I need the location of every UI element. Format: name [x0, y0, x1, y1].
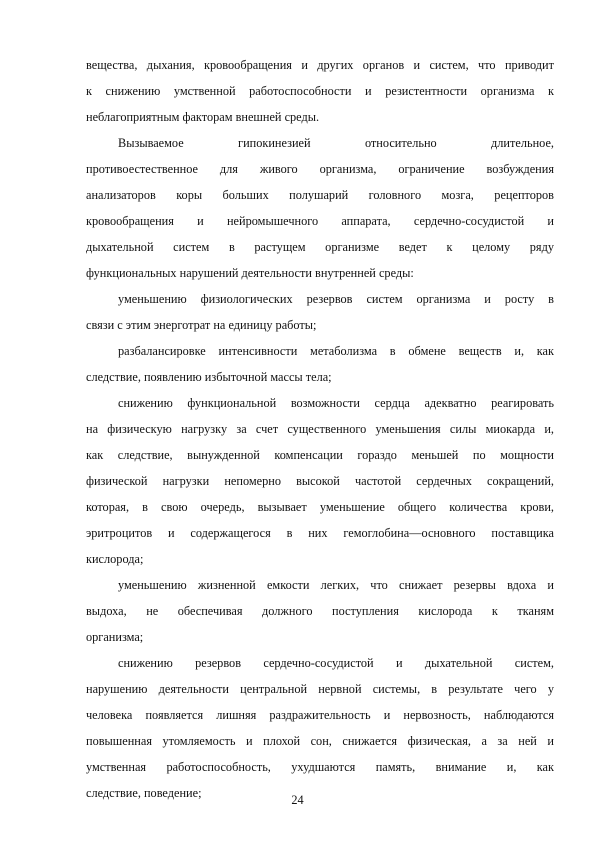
text-line: эритроцитов и содержащегося в них гемоглобина—основного поставщика	[86, 526, 554, 540]
text-line: вещества, дыхания, кровообращения и других органов и систем, что приводит	[86, 58, 554, 72]
list-item-first-line: снижению резервов сердечно-сосудистой и дыхательной систем,	[118, 656, 554, 670]
text-line: выдоха, не обеспечивая должного поступления кислорода к тканям	[86, 604, 554, 618]
list-item-first-line: разбалансировке интенсивности метаболизма в обмене веществ и, как	[118, 344, 554, 358]
text-line: организма;	[86, 630, 144, 644]
text-line: кровообращения и нейромышечного аппарата, сердечно-сосудистой и	[86, 214, 554, 228]
text-line: противоестественное для живого организма, ограничение возбуждения	[86, 162, 554, 176]
list-item-first-line: уменьшению физиологических резервов систем организма и росту в	[118, 292, 554, 306]
list-item-first-line: уменьшению жизненной емкости легких, что снижает резервы вдоха и	[118, 578, 554, 592]
text-line: связи с этим энерготрат на единицу работы;	[86, 318, 317, 332]
text-line: физической нагрузки непомерно высокой частотой сердечных сокращений,	[86, 474, 554, 488]
text-line: неблагоприятным факторам внешней среды.	[86, 110, 320, 124]
text-line: как следствие, вынужденной компенсации гораздо меньшей по мощности	[86, 448, 554, 462]
text-line: нарушению деятельности центральной нервной системы, в результате чего у	[86, 682, 554, 696]
text-line: человека появляется лишняя раздражительность и нервозность, наблюдаются	[86, 708, 554, 722]
paragraph-first-line: Вызываемое гипокинезией относительно длительное,	[118, 136, 554, 150]
page-number: 24	[291, 793, 304, 807]
text-line: анализаторов коры больших полушарий головного мозга, рецепторов	[86, 188, 554, 202]
list-item-first-line: снижению функциональной возможности сердца адекватно реагировать	[118, 396, 554, 410]
text-line: функциональных нарушений деятельности внутренней среды:	[86, 266, 414, 280]
text-line: к снижению умственной работоспособности и резистентности организма к	[86, 84, 554, 98]
text-line: следствие, появлению избыточной массы тела;	[86, 370, 332, 384]
text-line: которая, в свою очередь, вызывает уменьшение общего количества крови,	[86, 500, 554, 514]
text-line: кислорода;	[86, 552, 144, 566]
text-line: на физическую нагрузку за счет существенного уменьшения силы миокарда и,	[86, 422, 554, 436]
text-line: следствие, поведение;	[86, 786, 202, 800]
text-line: повышенная утомляемость и плохой сон, снижается физическая, а за ней и	[86, 734, 554, 748]
text-line: дыхательной систем в растущем организме ведет к целому ряду	[86, 240, 554, 254]
text-line: умственная работоспособность, ухудшаются память, внимание и, как	[86, 760, 554, 774]
